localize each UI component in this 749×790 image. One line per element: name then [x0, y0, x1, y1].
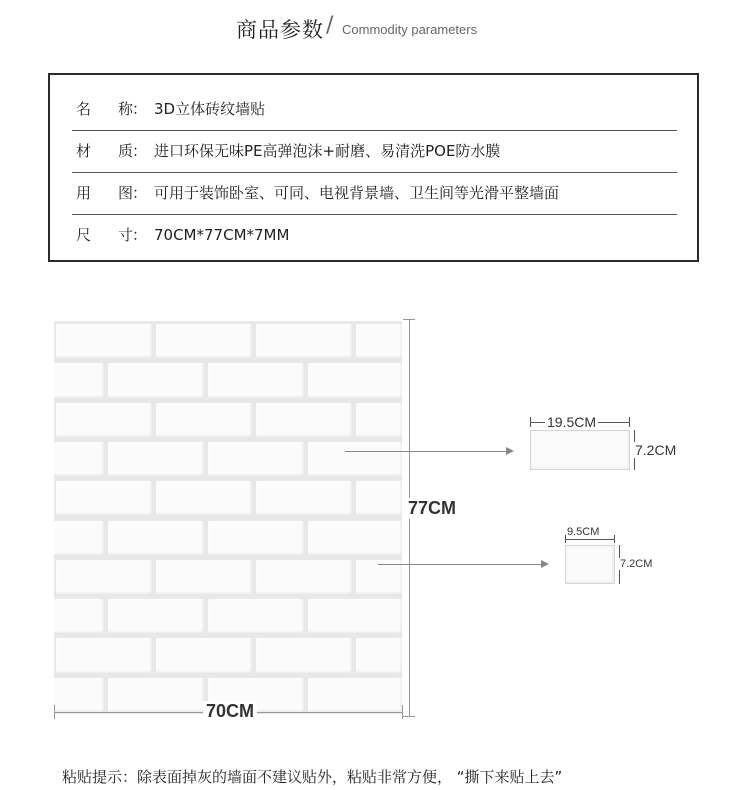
small-brick-width-label: 9.5CM	[567, 526, 600, 538]
param-label-char: 称	[118, 100, 134, 118]
panel-width-label: 70CM	[203, 701, 257, 722]
large-width-tick	[530, 417, 531, 427]
brick	[54, 363, 104, 397]
width-dimension-tick-left	[54, 705, 55, 719]
brick	[308, 521, 402, 555]
small-brick-height-label: 7.2CM	[620, 558, 653, 570]
small-width-tick	[614, 535, 615, 543]
brick	[108, 678, 204, 712]
brick	[108, 521, 204, 555]
section-title-english: Commodity parameters	[342, 22, 478, 37]
param-value: 3D立体砖纹墙贴	[154, 100, 266, 118]
param-value: 70CM*77CM*7MM	[154, 226, 290, 244]
param-label-char: 图	[118, 184, 134, 202]
height-dimension-tick-bottom	[403, 716, 415, 717]
brick	[108, 599, 204, 633]
large-brick-width-label: 19.5CM	[547, 414, 597, 430]
title-slash: /	[326, 13, 334, 38]
brick	[54, 599, 104, 633]
brick	[308, 678, 402, 712]
param-label-char: 名	[76, 100, 92, 118]
param-row-name	[72, 89, 677, 131]
param-row-material	[72, 131, 677, 173]
brick	[54, 521, 104, 555]
brick	[356, 403, 402, 437]
brick	[208, 599, 304, 633]
brick	[156, 481, 252, 515]
brick	[256, 481, 352, 515]
application-tip: 粘贴提示：除表面掉灰的墙面不建议贴外，粘贴非常方便， “撕下来贴上去”	[62, 768, 563, 786]
param-colon: ：	[132, 142, 148, 160]
parameter-table	[48, 73, 699, 262]
param-colon: ：	[132, 184, 148, 202]
brick	[308, 442, 402, 476]
brick	[256, 638, 352, 672]
large-brick-height-label: 7.2CM	[635, 442, 677, 458]
param-row-usage	[72, 173, 677, 215]
width-dimension-tick-right	[402, 705, 403, 719]
brick-wall-panel	[54, 321, 402, 714]
param-colon: ：	[132, 226, 148, 244]
param-label-char: 尺	[76, 226, 92, 244]
brick	[256, 560, 352, 594]
large-width-tick	[629, 417, 630, 427]
brick	[356, 481, 402, 515]
height-dimension-tick-top	[403, 319, 415, 320]
brick	[356, 638, 402, 672]
brick-sample-large	[530, 430, 630, 470]
brick	[156, 324, 252, 358]
param-row-size	[72, 215, 677, 256]
section-title: 商品参数	[236, 18, 324, 42]
brick	[356, 324, 402, 358]
small-width-line	[565, 539, 615, 540]
brick	[54, 442, 104, 476]
param-value: 可用于装饰卧室、可同、电视背景墙、卫生间等光滑平整墙面	[154, 184, 560, 202]
brick	[56, 560, 152, 594]
brick	[56, 638, 152, 672]
brick	[56, 403, 152, 437]
brick	[208, 363, 304, 397]
brick	[156, 403, 252, 437]
brick	[156, 638, 252, 672]
param-label-char: 寸	[118, 226, 134, 244]
param-label-char: 材	[76, 142, 92, 160]
brick	[256, 403, 352, 437]
brick	[156, 560, 252, 594]
brick	[308, 599, 402, 633]
brick	[208, 521, 304, 555]
param-label-char: 用	[76, 184, 92, 202]
brick	[308, 363, 402, 397]
arrow-line-large	[345, 451, 507, 452]
brick	[256, 324, 352, 358]
param-value: 进口环保无味PE高弹泡沫+耐磨、易清洗POE防水膜	[154, 142, 501, 160]
param-label-char: 质	[118, 142, 134, 160]
brick	[56, 324, 152, 358]
arrow-head-icon	[541, 560, 549, 568]
arrow-head-icon	[506, 447, 514, 455]
brick-sample-small	[565, 545, 615, 584]
brick	[208, 442, 304, 476]
brick	[54, 678, 104, 712]
brick	[108, 442, 204, 476]
brick	[108, 363, 204, 397]
panel-height-label: 77CM	[408, 498, 457, 518]
brick	[56, 481, 152, 515]
arrow-line-small	[378, 564, 542, 565]
param-colon: ：	[132, 100, 148, 118]
